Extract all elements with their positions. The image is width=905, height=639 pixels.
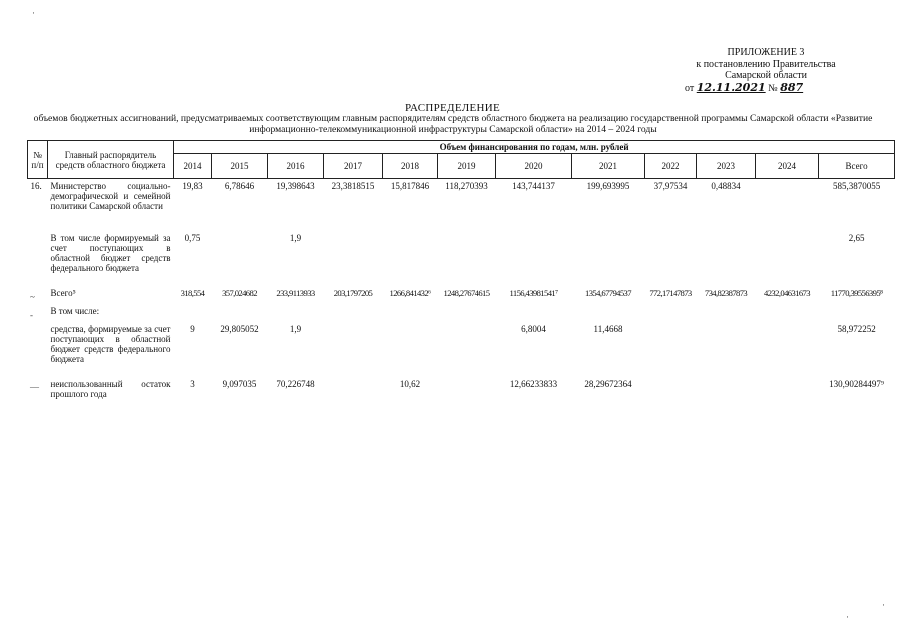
cell-value: 1248,27674615	[443, 287, 490, 298]
header-year: 2021	[572, 154, 645, 179]
header-year: 2018	[383, 154, 438, 179]
table-row	[28, 377, 895, 407]
row-recipient: Всего⁵	[50, 287, 76, 298]
row-number: 16.	[30, 181, 42, 191]
handwritten-number: 887	[780, 80, 804, 94]
header-recipient: Главный распорядитель средств областного бюджета	[48, 141, 174, 179]
header-year: 2020	[496, 154, 572, 179]
cell-value	[383, 304, 438, 322]
cell-value: 10,62	[399, 378, 421, 389]
cell-value	[756, 377, 819, 407]
cell-value	[572, 304, 645, 322]
cell-value: 734,82387873	[704, 287, 748, 298]
cell-value: 203,1797205	[333, 287, 373, 298]
header-year: 2024	[756, 154, 819, 179]
cell-total: 2,65	[848, 232, 865, 243]
table-row	[28, 304, 895, 322]
header-year: 2022	[645, 154, 697, 179]
appendix-block	[681, 47, 851, 94]
header-funding-group: Объем финансирования по годам, млн. рублей	[174, 141, 895, 154]
cell-value	[438, 231, 496, 286]
cell-value	[324, 231, 383, 286]
cell-value: 772,17147873	[649, 287, 692, 298]
cell-value: 0,75	[184, 232, 201, 243]
cell-value: 28,29672364	[584, 378, 632, 389]
cell-value: 318,554	[180, 287, 205, 298]
cell-value	[212, 304, 268, 322]
cell-value	[324, 377, 383, 407]
cell-value	[438, 322, 496, 377]
cell-value: 29,805052	[220, 323, 259, 334]
header-year: 2019	[438, 154, 496, 179]
cell-value: 4232,04631673	[764, 287, 810, 298]
cell-value	[212, 231, 268, 286]
cell-value: 11,4668	[593, 323, 623, 334]
cell-value	[383, 322, 438, 377]
header-year: 2015	[212, 154, 268, 179]
scan-speck: ·	[882, 600, 885, 610]
scan-speck: —	[30, 382, 39, 392]
cell-value: 15,817846	[390, 181, 430, 191]
cell-value: 1,9	[289, 323, 302, 334]
cell-value	[756, 322, 819, 377]
table-row	[28, 322, 895, 377]
appendix-date-line	[681, 82, 851, 95]
cell-value	[697, 377, 756, 407]
cell-value	[645, 304, 697, 322]
row-number	[28, 322, 48, 377]
table-header-row	[28, 141, 895, 154]
cell-value: 3	[190, 378, 195, 389]
table-row	[28, 286, 895, 304]
header-year: 2014	[174, 154, 212, 179]
cell-total: 130,90284497⁹	[829, 378, 885, 389]
cell-value: 19,83	[182, 181, 203, 191]
cell-value	[645, 231, 697, 286]
number-prefix: №	[768, 82, 778, 94]
cell-value: 9	[190, 323, 195, 334]
row-recipient: В том числе формируемый за счет поступающих в областной бюджет средств федерального бюджета	[50, 232, 171, 273]
cell-total: 58,972252	[837, 323, 876, 334]
funding-table	[27, 140, 895, 407]
cell-value	[756, 179, 819, 231]
cell-value	[697, 231, 756, 286]
header-year: 2023	[697, 154, 756, 179]
table-row	[28, 231, 895, 286]
cell-value: 1354,67794537	[585, 287, 631, 298]
row-recipient: средства, формируемые за счет поступающих в областной бюджет средств федерального бюджета	[50, 323, 171, 364]
cell-value	[756, 231, 819, 286]
header-year: 2017	[324, 154, 383, 179]
cell-total	[819, 304, 895, 322]
scan-speck: -	[30, 310, 33, 320]
cell-value: 1156,43981541⁷	[509, 287, 558, 298]
cell-value	[324, 322, 383, 377]
cell-value	[496, 304, 572, 322]
cell-value: 23,3818515	[331, 181, 375, 191]
cell-value	[383, 231, 438, 286]
cell-value	[697, 322, 756, 377]
cell-value: 12,66233833	[509, 378, 558, 389]
scan-speck: ·	[846, 612, 849, 622]
cell-value: 9,097035	[222, 378, 257, 389]
header-number: № п/п	[28, 141, 48, 179]
cell-value	[697, 304, 756, 322]
cell-value	[268, 304, 324, 322]
cell-value	[438, 377, 496, 407]
row-recipient: Министерство социально-демографической и семейной политики Самарской области	[50, 181, 171, 211]
cell-value	[174, 304, 212, 322]
row-recipient: неиспользованный остаток прошлого года	[50, 378, 171, 399]
row-number	[28, 231, 48, 286]
cell-total: 585,3870055	[832, 181, 881, 191]
cell-total: 11770,39556395⁸	[830, 287, 883, 298]
cell-value	[645, 377, 697, 407]
cell-value: 6,78646	[224, 181, 255, 191]
date-prefix: от	[685, 82, 695, 94]
scan-speck: ~	[30, 292, 35, 302]
table-row	[28, 179, 895, 231]
cell-value: 118,270393	[445, 181, 488, 191]
scan-speck: ·	[32, 8, 35, 18]
document-title: РАСПРЕДЕЛЕНИЕ	[405, 102, 500, 114]
document-subtitle: объемов бюджетных ассигнований, предусматриваемых соответствующим главным распорядителям средств областного бюджета на реализацию государственной программы Самарской области «Развитие информационно-телекоммуникационной инфраструктуры Самарской области» на 2014 – 2024 годы	[33, 113, 873, 136]
cell-value	[645, 322, 697, 377]
cell-value: 1,9	[289, 232, 302, 243]
cell-value	[756, 304, 819, 322]
cell-value: 1266,841432⁶	[389, 287, 431, 298]
cell-value	[324, 304, 383, 322]
appendix-resolution-line: к постановлению Правительства	[696, 58, 836, 70]
cell-value	[438, 304, 496, 322]
header-year: 2016	[268, 154, 324, 179]
cell-value: 357,024682	[222, 287, 257, 298]
cell-value: 19,398643	[276, 181, 315, 191]
cell-value: 37,97534	[653, 181, 688, 191]
handwritten-date: 12.11.2021	[696, 80, 766, 94]
appendix-region-line: Самарской области	[725, 70, 807, 82]
cell-value: 6,8004	[521, 323, 546, 334]
cell-value: 70,226748	[276, 378, 315, 389]
header-total: Всего	[819, 154, 895, 179]
cell-value: 233,9113933	[276, 287, 315, 298]
appendix-heading: ПРИЛОЖЕНИЕ 3	[727, 47, 805, 58]
cell-value: 143,744137	[512, 181, 555, 191]
cell-value: 0,48834	[711, 181, 741, 191]
row-recipient: В том числе:	[50, 305, 100, 316]
cell-value	[496, 231, 572, 286]
cell-value	[572, 231, 645, 286]
cell-value: 199,693995	[586, 181, 630, 191]
